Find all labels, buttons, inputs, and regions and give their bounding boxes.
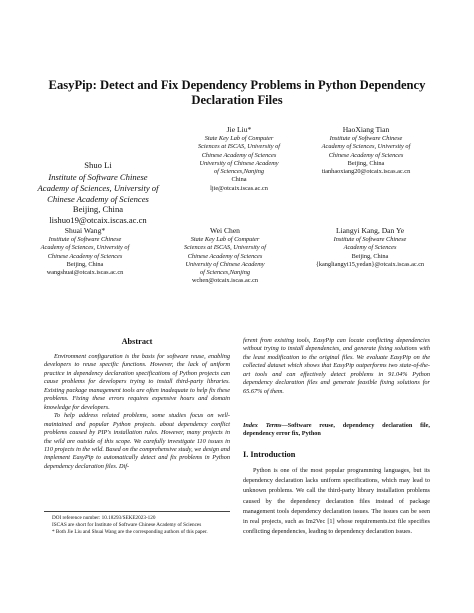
author-affiliation: Chinese Academy of Sciences: [47, 193, 149, 204]
author-email: lishuo19@otcaix.iscas.ac.cn: [49, 215, 147, 226]
author-email: wchen@otcaix.iscas.ac.cn: [191, 277, 259, 285]
author-location: Beijing, China: [66, 260, 104, 268]
author-affiliation: Institute of Software Chinese: [48, 236, 122, 243]
author-name: Liangyi Kang, Dan Ye: [335, 226, 405, 235]
footnote: ISCAS are short for Institute of Software Chinese Academy of Sciences: [52, 522, 202, 529]
author-location: China: [231, 176, 247, 184]
author-block: [30, 158, 166, 226]
footnotes: [44, 515, 230, 537]
author-affiliation: of Sciences,Nanjing: [199, 269, 250, 277]
author-affiliation: Chinese Academy of Sciences: [201, 151, 277, 159]
abstract-paragraph: To help address related problems, some studies focus on well-maintained and popular Python projects. about dependency conflict problems caused by PIP's installation rules. However, many projects in the wild are outside of this scope. We carefully investigate 110 issues in 110 projects in the wild. Based on the comprehensive study, we design and implement EasyPip to automatically detect and fix problems in Python dependency declaration files. Dif-: [44, 412, 230, 470]
footnote: DOI reference number: 10.18293/SEKE2023-120: [52, 515, 156, 521]
author-location: Beijing, China: [72, 204, 124, 215]
author-affiliation: University of Chinese Academy: [199, 159, 279, 167]
author-affiliation: Institute of Software Chinese: [333, 236, 407, 243]
index-terms-label: Index Terms: [243, 422, 282, 429]
author-email: wangshuai@otcaix.iscas.ac.cn: [46, 269, 124, 277]
author-location: Beijing, China: [351, 252, 389, 260]
author-affiliation: Academy of Sciences, University of: [37, 182, 159, 193]
author-affiliation: Sciences at ISCAS, University of: [183, 244, 266, 252]
author-affiliation: Chinese Academy of Sciences: [187, 252, 263, 260]
author-block: [178, 125, 300, 193]
author-block: [300, 226, 440, 269]
author-email: tianhaoxiang20@otcaix.iscas.ac.cn: [321, 168, 411, 176]
paper-title: EasyPip: Detect and Fix Dependency Problems in Python Dependency Declaration Files: [48, 78, 426, 107]
author-email: {kangliangyi15,yedan}@otcaix.iscas.ac.cn: [315, 260, 425, 268]
author-block: [165, 226, 285, 286]
author-affiliation: Academy of Sciences, University of: [321, 143, 411, 151]
author-location: Beijing, China: [347, 159, 385, 167]
section-heading: I. Introduction: [243, 450, 296, 459]
author-name: Jie Liu*: [226, 125, 252, 134]
abstract-paragraph: ferent from existing tools, EasyPip can locate conflicting dependencies without trying to install dependencies, and generate fixing solutions with the least modification to the original files. We evaluate EasyPip on the collected dataset which shows that EasyPip outperforms two state-of-the-art tools and can effectively detect problems in 91.04% Python dependency declaration files and generate feasible fixing solutions for 65.67% of them.: [243, 337, 430, 395]
footnote: * Both Jie Liu and Shuai Wang are the corresponding authors of this paper.: [52, 529, 208, 536]
author-name: Wei Chen: [210, 226, 240, 235]
author-name: HaoXiang Tian: [342, 125, 390, 134]
author-name: Shuo Li: [84, 160, 112, 170]
intro-paragraph: Python is one of the most popular programming languages, but its dependency declaration lacks uniform specifications, which may lead to unknown problems. We call the third-party library installation problems caused by the dependency declaration files instead of package management tools dependency declaration issues. The issues can be seen in real projects, such as Im2Vec [1] whose requirements.txt file specifies conflicting dependencies, leading to dependency declaration issues.: [243, 467, 430, 536]
index-terms-text: —Software reuse, dependency declaration file, dependency error fix, Python: [243, 422, 430, 438]
author-name: Shuai Wang*: [64, 226, 106, 235]
author-affiliation: Institute of Software Chinese: [329, 135, 403, 142]
abstract-continuation: [243, 337, 430, 396]
author-block: [20, 226, 150, 277]
author-block: [296, 125, 436, 176]
author-affiliation: State Key Lab of Computer: [204, 135, 274, 142]
author-affiliation: Academy of Sciences, University of: [40, 244, 130, 252]
author-affiliation: Chinese Academy of Sciences: [328, 151, 404, 159]
abstract-paragraph: Environment configuration is the basis for software reuse, enabling developers to reuse specific functions. However, the lack of uniform practice in dependency declaration specifications of Python projects can cause problems for developers trying to install third-party libraries. Existing package management tools are often inadequate to help fix these problems. Fixing these errors requires expensive hours and domain knowledge for developers.: [44, 353, 230, 411]
abstract-heading: Abstract: [121, 337, 153, 346]
abstract-body: [44, 353, 230, 471]
author-affiliation: of Sciences,Nanjing: [213, 168, 264, 176]
author-affiliation: Academy of Sciences: [343, 244, 397, 252]
author-email: ljie@otcaix.iscas.ac.cn: [210, 184, 268, 192]
author-affiliation: Chinese Academy of Sciences: [47, 252, 123, 260]
author-affiliation: State Key Lab of Computer: [190, 236, 260, 243]
author-affiliation: Institute of Software Chinese: [48, 172, 148, 182]
introduction-body: [243, 466, 430, 537]
index-terms: [243, 422, 430, 439]
footnote-rule: [44, 511, 230, 512]
author-affiliation: University of Chinese Academy: [185, 260, 265, 268]
author-affiliation: Sciences at ISCAS, University of: [197, 143, 280, 151]
